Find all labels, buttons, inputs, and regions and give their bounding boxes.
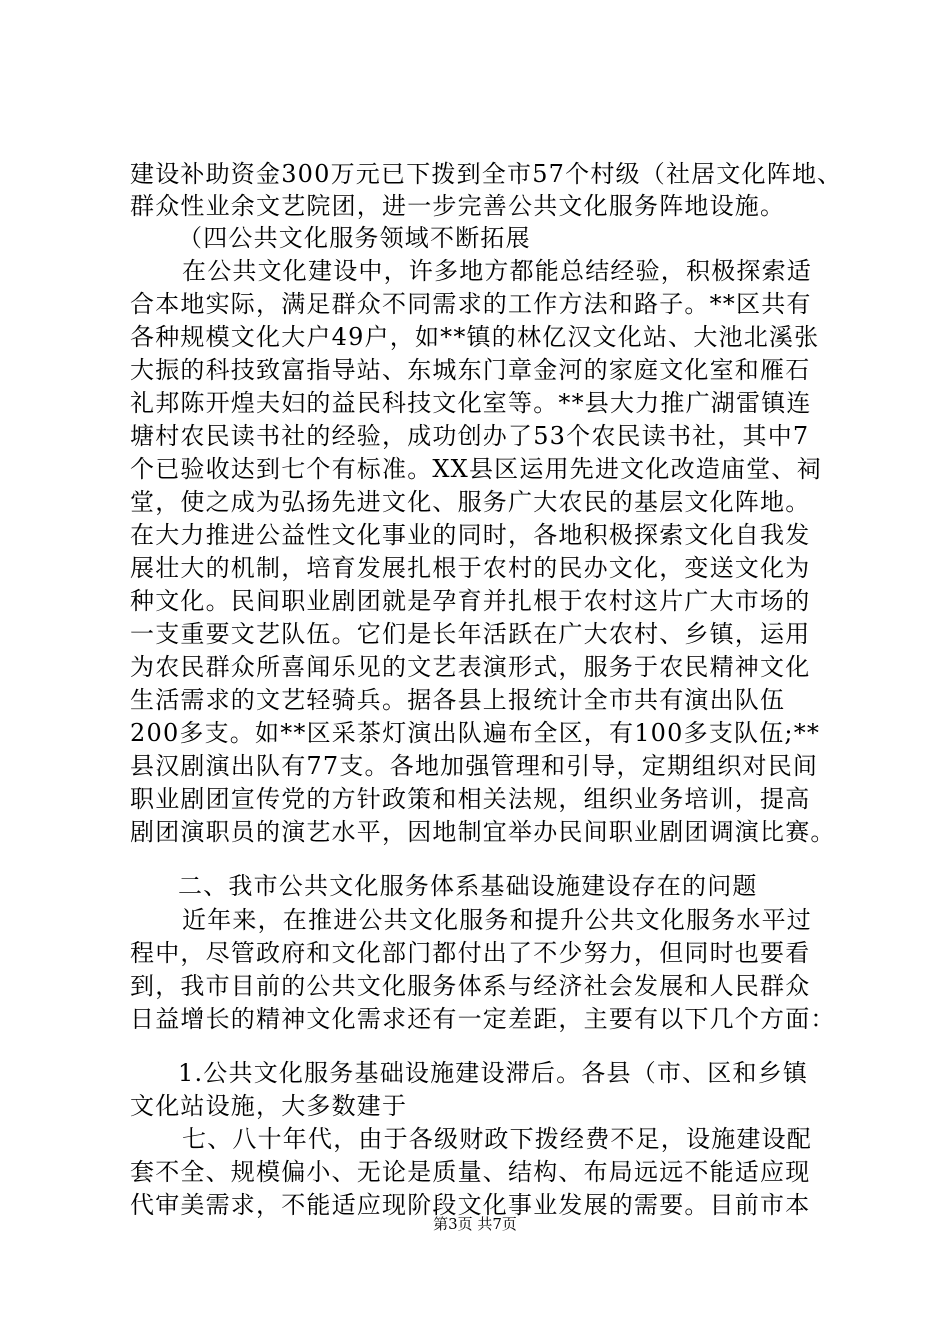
text-line: 堂，使之成为弘扬先进文化、服务广大农民的基层文化阵地。 [130,488,811,516]
text-line: 个已验收达到七个有标准。XX县区运用先进文化改造庙堂、祠 [130,455,822,483]
text-line: 七、八十年代，由于各级财政下拨经费不足，设施建设配 [182,1125,812,1153]
text-line: 为农民群众所喜闻乐见的文艺表演形式，服务于农民精神文化 [130,653,811,681]
text-line: 在公共文化建设中，许多地方都能总结经验，积极探索适 [182,257,812,285]
text-line: 近年来，在推进公共文化服务和提升公共文化服务水平过 [182,906,812,934]
text-line: 大振的科技致富指导站、东城东门章金河的家庭文化室和雁石 [130,356,811,384]
text-line: 塘村农民读书社的经验，成功创办了53个农民读书社，其中7 [130,422,810,450]
text-line: 种文化。民间职业剧团就是孕育并扎根于农村这片广大市场的 [130,587,811,615]
text-line: 礼邦陈开煌夫妇的益民科技文化室等。**县大力推广湖雷镇连 [130,389,812,417]
text-line: 套不全、规模偏小、无论是质量、结构、布局远远不能适应现 [130,1158,811,1186]
page-number-footer: 第3页 共7页 [433,1215,517,1233]
text-line: 各种规模文化大户49户，如**镇的林亿汉文化站、大池北溪张 [130,323,820,351]
text-line: 剧团演职员的演艺水平，因地制宜举办民间职业剧团调演比赛。 [130,818,836,846]
text-line: 在大力推进公益性文化事业的同时，各地积极探索文化自我发 [130,521,811,549]
text-line: 生活需求的文艺轻骑兵。据各县上报统计全市共有演出队伍 [130,686,786,714]
text-line: 群众性业余文艺院团，进一步完善公共文化服务阵地设施。 [130,192,786,220]
text-line: 县汉剧演出队有77支。各地加强管理和引导，定期组织对民间 [130,752,819,780]
text-line: 建设补助资金300万元已下拨到全市57个村级（社居文化阵地、 [130,160,843,188]
text-line: 职业剧团宣传党的方针政策和相关法规，组织业务培训，提高 [130,785,811,813]
text-line: 一支重要文艺队伍。它们是长年活跃在广大农村、乡镇，运用 [130,620,811,648]
text-line: 文化站设施，大多数建于 [130,1092,408,1120]
text-line: 200多支。如**区采茶灯演出队遍布全区，有100多支队伍;** [130,719,821,747]
text-line: 日益增长的精神文化需求还有一定差距，主要有以下几个方面： [130,1005,836,1033]
section-heading: （四公共文化服务领域不断拓展 [178,224,531,252]
text-line: 到，我市目前的公共文化服务体系与经济社会发展和人民群众 [130,972,811,1000]
text-line: 1.公共文化服务基础设施建设滞后。各县（市、区和乡镇 [178,1059,809,1087]
text-line: 代审美需求，不能适应现阶段文化事业发展的需要。目前市本 [130,1191,811,1219]
text-line: 程中，尽管政府和文化部门都付出了不少努力，但同时也要看 [130,939,811,967]
section-heading: 二、我市公共文化服务体系基础设施建设存在的问题 [178,872,758,900]
text-line: 合本地实际，满足群众不同需求的工作方法和路子。**区共有 [130,290,812,318]
text-line: 展壮大的机制，培育发展扎根于农村的民办文化，变送文化为 [130,554,811,582]
